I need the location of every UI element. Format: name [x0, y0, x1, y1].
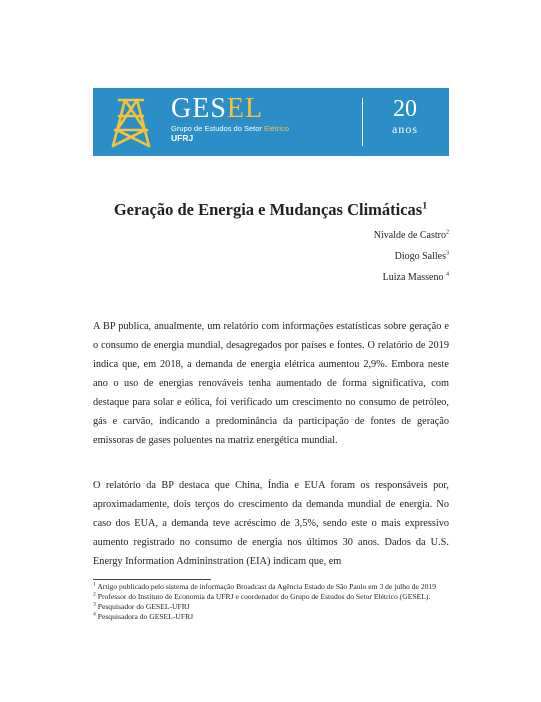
document-title-text: Geração de Energia e Mudanças Climáticas	[113, 200, 423, 219]
author-diogo	[395, 251, 449, 262]
footnote-mark: 1	[93, 581, 96, 588]
brand-name-accent: EL	[226, 93, 264, 124]
author-name: Nivalde de Castro	[373, 230, 446, 241]
footnote-4	[93, 612, 449, 622]
anniversary-word: anos	[392, 122, 418, 136]
brand-subtitle-accent: Elétrico	[263, 124, 289, 133]
footnote-3	[93, 602, 449, 612]
author-footnote-mark: 3	[446, 250, 449, 257]
document-title	[0, 200, 541, 220]
footnote-text: Pesquisadora do GESEL-UFRJ	[95, 612, 194, 622]
brand-subtitle	[171, 124, 289, 133]
author-name: Luiza Masseno	[382, 272, 446, 283]
author-footnote-mark: 2	[446, 229, 449, 236]
footnote-text: Artigo publicado pelo sistema de informação Broadcast da Agência Estado de São Paulo em 3 de julho de 2019	[95, 582, 437, 591]
brand-name-prefix: GES	[171, 93, 227, 124]
anniversary-number: 20	[393, 96, 417, 122]
author-name: Diogo Salles	[394, 251, 446, 262]
footnotes	[93, 582, 449, 622]
body-paragraph-2: O relatório da BP destaca que China, Índia e EUA foram os responsáveis por, aproximadamente, dois terços do crescimento da demanda mundial de energia. No caso dos EUA, a demanda teve acréscimo de 3,5%, sendo este o mais expressivo aumento registrado no consumo de energia nos últimos 30 anos. Dados da U.S. Energy Information Admininstration (EIA) indicam que, em	[93, 480, 449, 567]
footnote-1	[93, 582, 449, 592]
title-footnote-mark: 1	[422, 200, 428, 212]
author-luiza	[383, 272, 449, 283]
author-nivalde	[374, 230, 449, 241]
footnote-mark: 3	[93, 601, 96, 608]
header-banner	[93, 88, 449, 156]
footnote-text: Pesquisador do GESEL-UFRJ	[95, 602, 190, 612]
body-paragraph-1: A BP publica, anualmente, um relatório com informações estatísticas sobre geração e o consumo de energia mundial, desagregados por países e fontes. O relatório de 2019 indica que, em 2018, a demanda de energia elétrica aumentou 2,9%. Embora neste ano o uso de energias renováveis tenha aumentado de forma significativa, com destaque para solar e eólica, foi verificado um crescimento no consumo de petróleo, gás e carvão, indicando a predominância da participação de fontes de geração emissoras de gases poluentes na matriz energética mundial.	[93, 321, 449, 446]
footnote-2	[93, 592, 449, 602]
banner-divider	[362, 98, 363, 146]
transmission-tower-logo-icon	[103, 96, 159, 150]
footnote-text: Professor do Instituto de Economia da UFRJ e coordenador do Grupo de Estudos do Setor Elétrico (GESEL).	[95, 592, 431, 602]
brand-block	[171, 94, 289, 143]
footnote-separator	[93, 579, 211, 580]
footnote-mark: 2	[93, 591, 96, 598]
brand-subtitle-prefix: Grupo de Estudos do Setor	[171, 124, 264, 133]
brand-name	[171, 94, 289, 124]
author-footnote-mark: 4	[446, 271, 449, 278]
anniversary-badge	[369, 96, 441, 136]
footnote-mark: 4	[93, 611, 96, 618]
brand-institution: UFRJ	[171, 133, 194, 143]
